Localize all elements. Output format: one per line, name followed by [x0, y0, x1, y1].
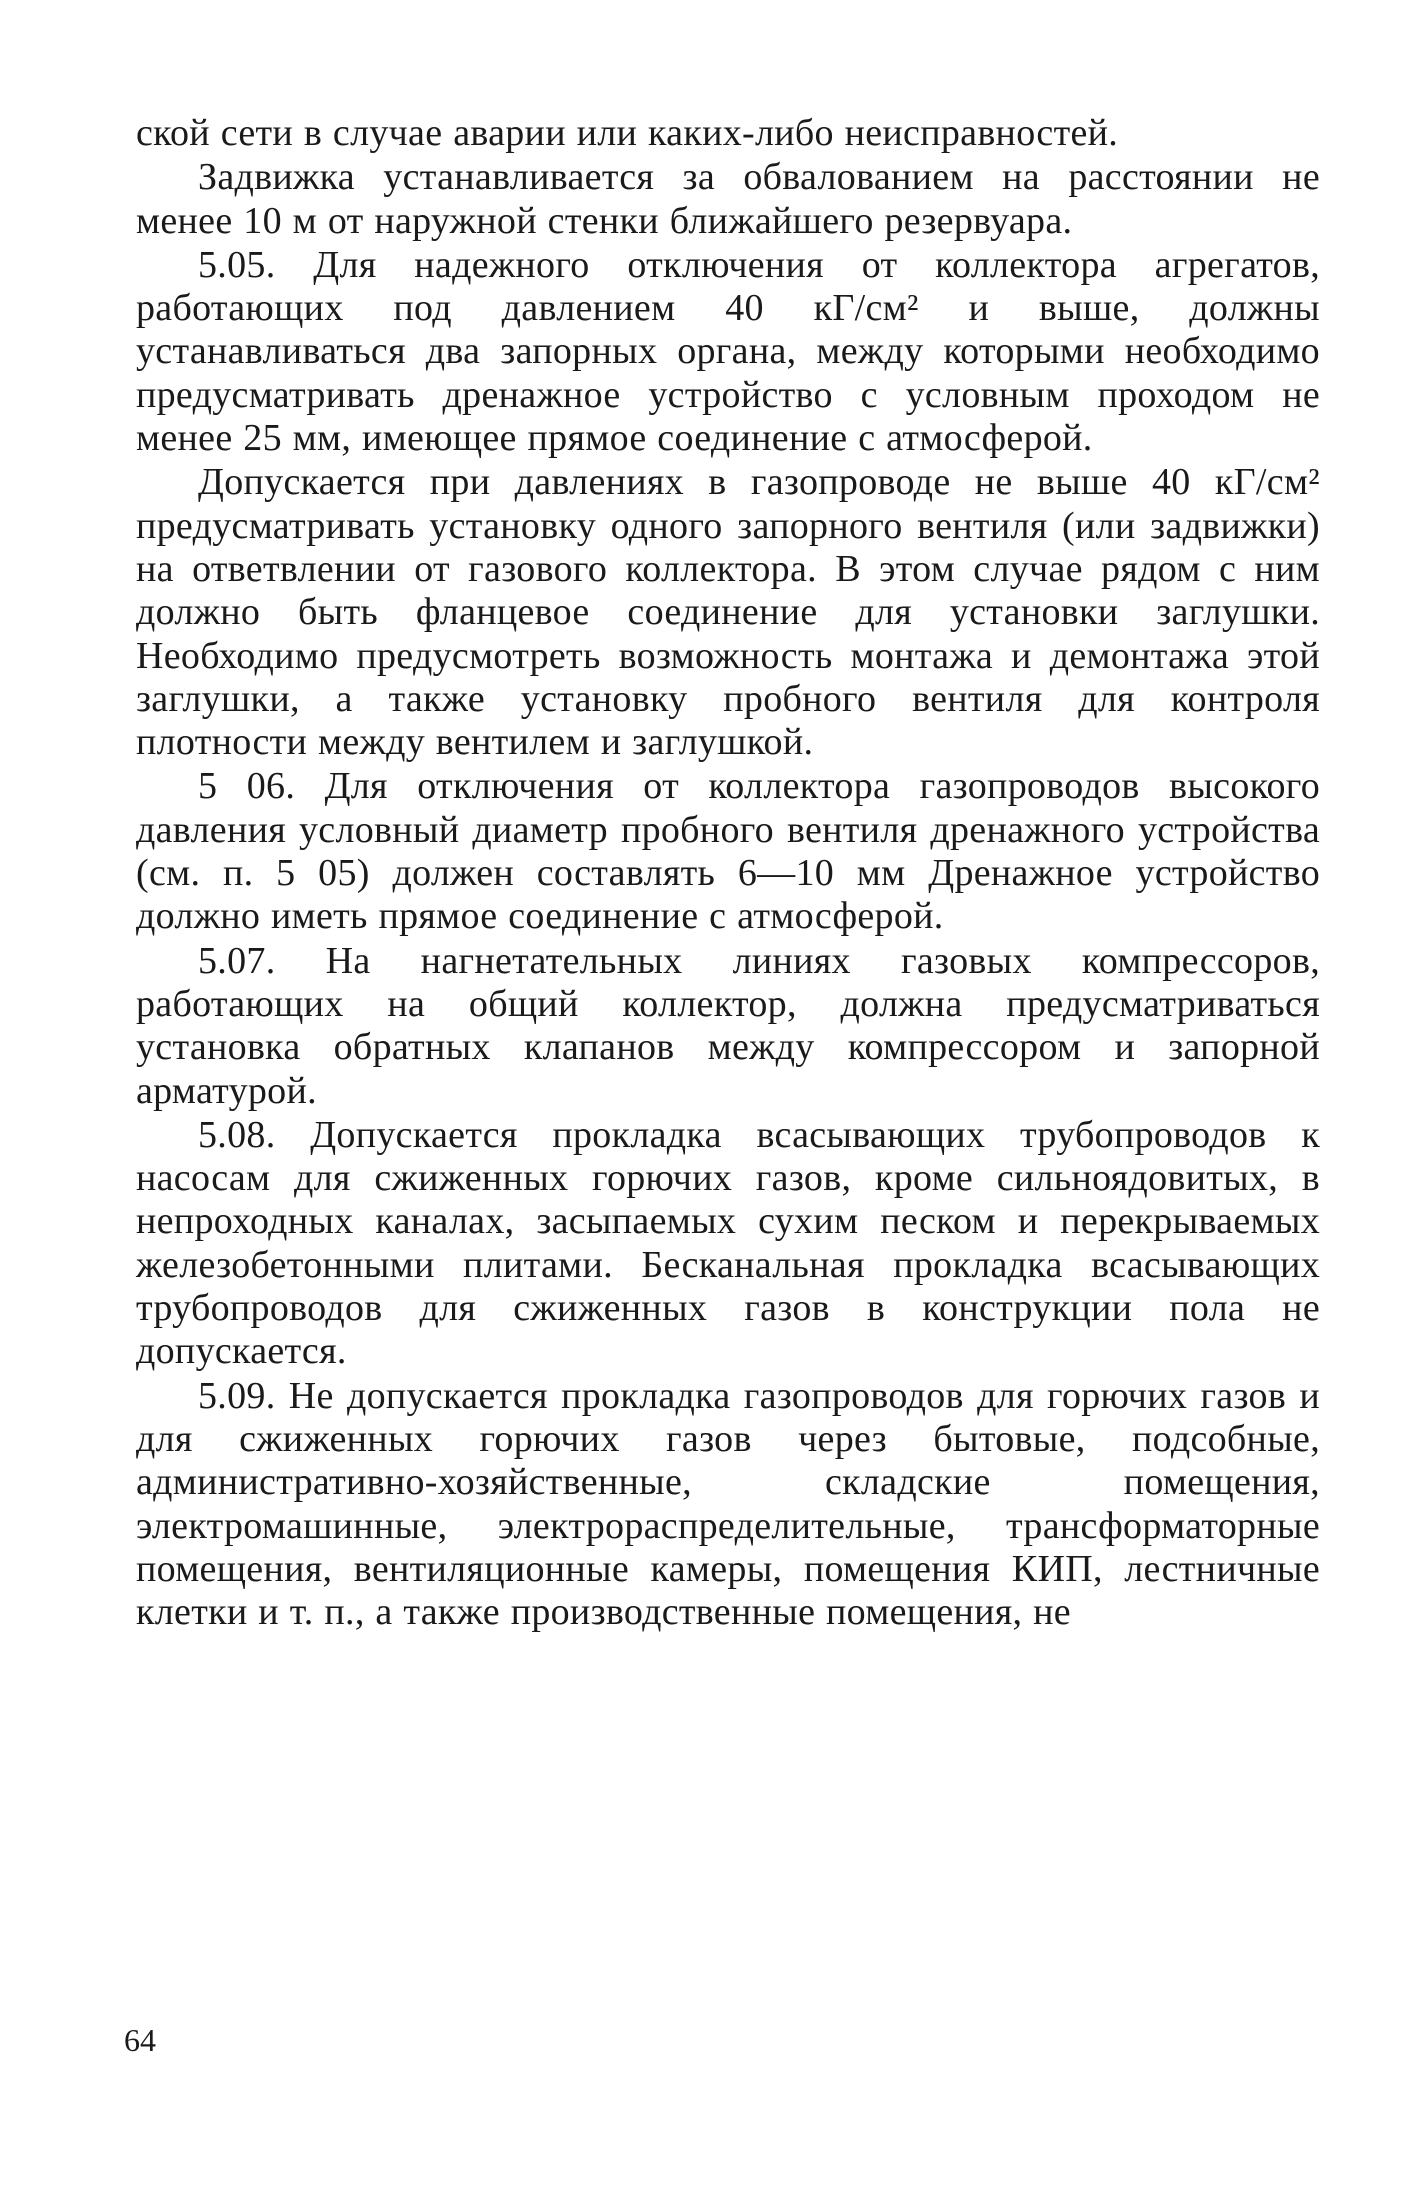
page-number: 64: [124, 2022, 156, 2058]
paragraph-5-06: 5 06. Для отключения от коллектора газопроводов высокого давления условный диаметр пробного вентиля дренажного устройства (см. п. 5 05) должен составлять 6—10 мм Дренажное устройство должно иметь прямое соединение с атмосферой.: [136, 765, 1320, 938]
body-text: [136, 112, 1320, 1635]
paragraph-gate-valve: Задвижка устанавливается за обвалованием на расстоянии не менее 10 м от наружной стенки ближайшего резервуара.: [136, 156, 1320, 242]
paragraph-5-05: 5.05. Для надежного отключения от коллектора агрегатов, работающих под давлением 40 кГ/см² и выше, должны устанавливаться два запорных органа, между которыми необходимо предусматривать дренажное устройство с условным проходом не менее 25 мм, имеющее прямое соединение с атмосферой.: [136, 243, 1320, 460]
paragraph-5-09: 5.09. Не допускается прокладка газопроводов для горючих газов и для сжиженных горючих газов через бытовые, подсобные, административно-хозяйственные, складские помещения, электромашинные, электрораспределительные, трансформаторные помещения, вентиляционные камеры, помещения КИП, лестничные клетки и т. п., а также производственные помещения, не: [136, 1374, 1320, 1634]
paragraph-5-08: 5.08. Допускается прокладка всасывающих трубопроводов к насосам для сжиженных горючих газов, кроме сильноядовитых, в непроходных каналах, засыпаемых сухим песком и перекрываемых железобетонными плитами. Бесканальная прокладка всасывающих трубопроводов для сжиженных газов в конструкции пола не допускается.: [136, 1113, 1320, 1373]
paragraph-5-07: 5.07. На нагнетательных линиях газовых компрессоров, работающих на общий коллектор, должна предусматриваться установка обратных клапанов между компрессором и запорной арматурой.: [136, 939, 1320, 1112]
paragraph-continuation: ской сети в случае аварии или каких-либо неисправностей.: [136, 112, 1119, 154]
paragraph-single-valve: Допускается при давлениях в газопроводе не выше 40 кГ/см² предусматривать установку одного запорного вентиля (или задвижки) на ответвлении от газового коллектора. В этом случае рядом с ним должно быть фланцевое соединение для установки заглушки. Необходимо предусмотреть возможность монтажа и демонтажа этой заглушки, а также установку пробного вентиля для контроля плотности между вентилем и заглушкой.: [136, 461, 1320, 764]
